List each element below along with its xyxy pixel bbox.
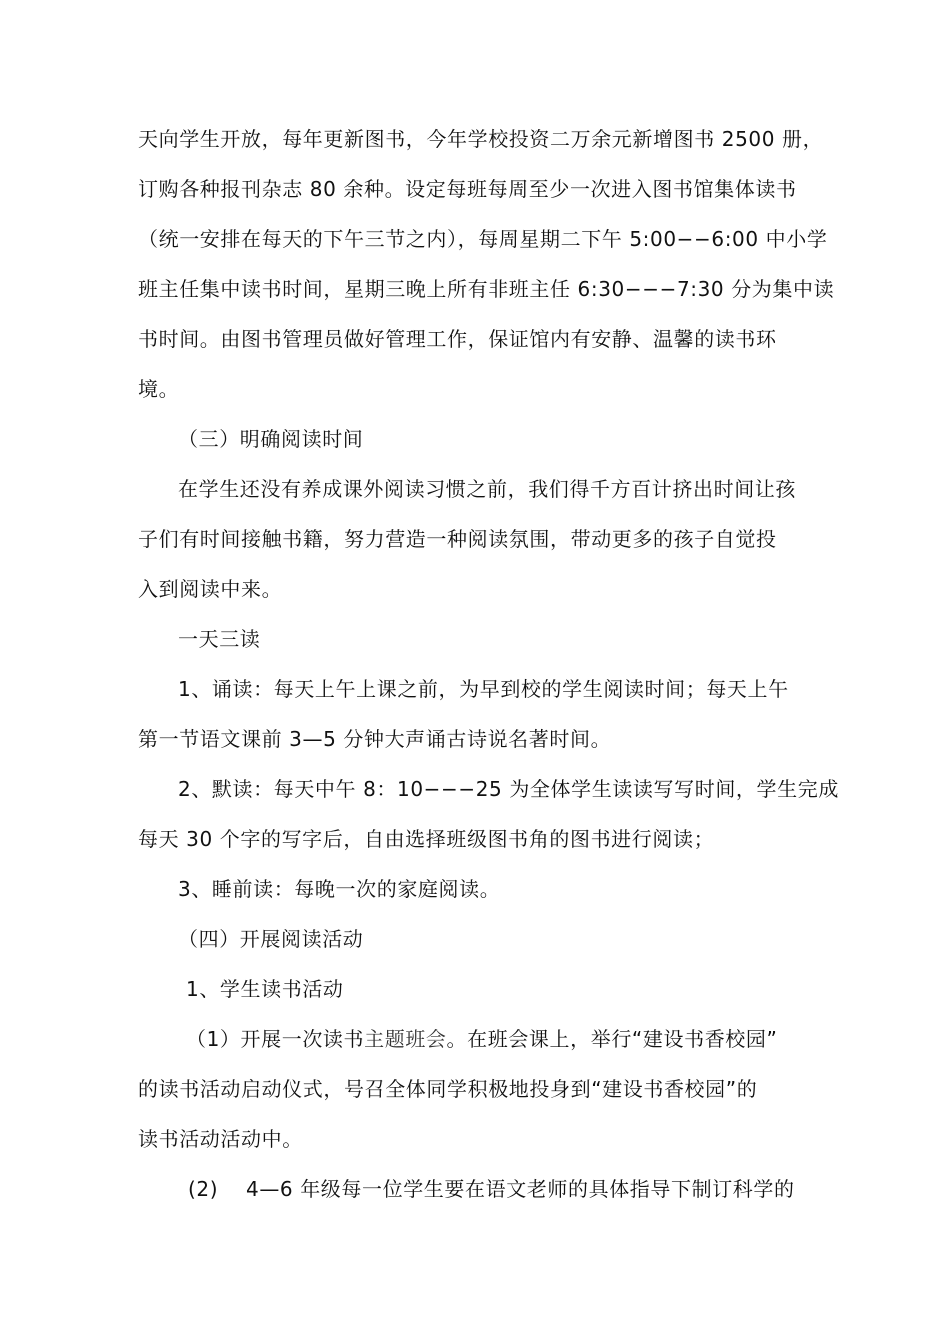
paragraph-line: 子们有时间接触书籍，努力营造一种阅读氛围，带动更多的孩子自觉投 [138,527,777,551]
list-item: 1、诵读：每天上午上课之前，为早到校的学生阅读时间；每天上午 [178,677,789,701]
list-item-text: 。在班会课上，举行“建设书香校园” [446,1027,778,1051]
list-item-continuation: 读书活动活动中。 [138,1127,303,1151]
subheading: 一天三读 [178,627,261,651]
paragraph-line: 入到阅读中来。 [138,577,283,601]
paragraph-line: 书时间。由图书管理员做好管理工作，保证馆内有安静、温馨的读书环 [138,327,777,351]
section-heading: （三）明确阅读时间 [178,427,364,451]
paragraph-line: （统一安排在每天的下午三节之内），每周星期二下午 5:00−−6:00 中小学 [138,227,828,251]
paragraph-line: 境。 [138,377,180,401]
list-item [186,1024,777,1054]
link-text[interactable]: 主题班会 [364,1027,447,1051]
list-item: 2、默读：每天中午 8：10−−−25 为全体学生读读写写时间，学生完成 [178,777,839,801]
paragraph-line: 在学生还没有养成课外阅读习惯之前，我们得千方百计挤出时间让孩 [178,477,796,501]
list-item-text: （1）开展一次读书 [186,1027,365,1051]
paragraph-line: 天向学生开放，每年更新图书，今年学校投资二万余元新增图书 2500 册， [138,127,824,151]
list-item-continuation: 第一节语文课前 3—5 分钟大声诵古诗说名著时间。 [138,727,612,751]
subheading: 1、学生读书活动 [186,977,344,1001]
list-item: 4—6 年级每一位学生要在语文老师的具体指导下制订科学的 [246,1177,795,1201]
list-item-continuation: 每天 30 个字的写字后，自由选择班级图书角的图书进行阅读； [138,827,715,851]
paragraph-line: 订购各种报刊杂志 80 余种。设定每班每周至少一次进入图书馆集体读书 [138,177,797,201]
list-item-continuation: 的读书活动启动仪式，号召全体同学积极地投身到“建设书香校园”的 [138,1077,758,1101]
paragraph-line: 班主任集中读书时间，星期三晚上所有非班主任 6:30−−−7:30 分为集中读 [138,277,835,301]
section-heading: （四）开展阅读活动 [178,927,364,951]
list-item: 3、睡前读：每晚一次的家庭阅读。 [178,877,501,901]
list-item-number: (2) [188,1177,219,1201]
